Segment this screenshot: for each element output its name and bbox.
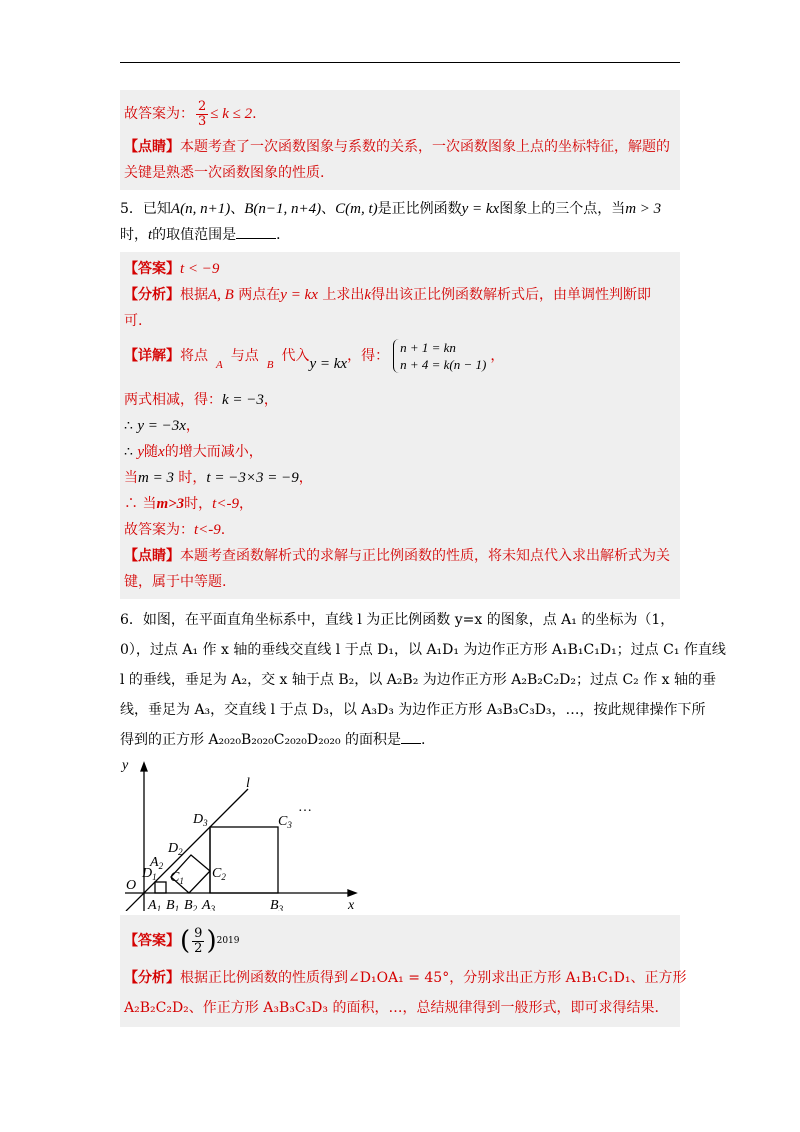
answer-tag: 【答案】 — [124, 261, 180, 277]
y-axis-arrow — [141, 763, 147, 771]
label-A1: $A_1$ — [148, 898, 162, 911]
var-y: y — [137, 444, 145, 460]
fraction — [196, 100, 208, 129]
note-text: 本题考查了一次函数图象与系数的关系，一次函数图象上点的坐标特征，解题的 — [180, 139, 670, 155]
q6-text: 得到的正方形 A₂₀₂₀B₂₀₂₀C₂₀₂₀D₂₀₂₀ 的面积是 — [120, 732, 402, 748]
q5-text: 图象上的三个点，当 — [499, 201, 626, 217]
note-text: 本题考查函数解析式的求解与正比例函数的性质，将未知点代入求出解析式为关 — [180, 548, 670, 564]
q5-solution-block — [120, 252, 680, 599]
step-math: m = 3 — [138, 470, 174, 486]
points-AB: A, B — [208, 287, 234, 303]
answer-end: . — [252, 106, 257, 122]
note-text: 关键是熟悉一次函数图象的性质. — [124, 165, 325, 181]
label-D1: $D_1$ — [142, 866, 157, 882]
step-math: y = −3x — [137, 418, 186, 434]
q6-analysis-line2: A₂B₂C₂D₂、作正方形 A₃B₃C₃D₃ 的面积，…，总结规律得到一般形式，即可求得结果. — [124, 1000, 659, 1016]
equation-1: n + 1 = kn — [400, 340, 456, 355]
answer-blank — [401, 743, 421, 744]
because-symbol: ∴ — [124, 444, 138, 460]
condition-expr: m > 3 — [625, 201, 662, 217]
q6-stem-line2: 0），过点 A₁ 作 x 轴的垂线交直线 l 于点 D₁，以 A₁D₁ 为边作正方形 A₁B₁C₁D₁；过点 C₁ 作直线 — [120, 642, 726, 658]
step-text: 当 — [124, 470, 138, 486]
fraction-numerator: 9 — [194, 925, 203, 941]
step-text: 时， — [184, 496, 213, 512]
right-paren: ) — [206, 926, 217, 956]
q5-text: 5．已知 — [120, 201, 171, 217]
label-C3: $C_3$ — [278, 814, 292, 830]
analysis-text: 得出该正比例函数解析式后，由单调性判断即 — [371, 287, 652, 303]
analysis-tag: 【分析】 — [124, 970, 180, 986]
step-text: ， — [185, 418, 200, 434]
step-text: 的增大而减小， — [164, 444, 263, 460]
left-paren: ( — [180, 926, 191, 956]
separator: 、 — [321, 201, 336, 217]
separator: 、 — [230, 201, 245, 217]
fraction-denominator: 3 — [198, 113, 207, 129]
square-1 — [155, 882, 166, 893]
equation-system — [393, 339, 486, 373]
q5-analysis-line2 — [124, 308, 676, 334]
step-text: 时， — [173, 470, 207, 486]
q5-analysis-line1 — [124, 282, 676, 308]
note-tag: 【点睛】 — [124, 548, 180, 564]
step-text: ∴ 当 — [124, 496, 157, 512]
prev-answer-line — [124, 94, 676, 134]
note-tag: 【点睛】 — [124, 139, 180, 155]
q5-stem-line2 — [120, 222, 680, 248]
line-l-label: l — [246, 776, 250, 791]
answer-value: t < −9 — [180, 261, 220, 277]
q6-stem-line5 — [120, 725, 680, 755]
step-text: ， — [298, 470, 313, 486]
step-text: ， — [263, 392, 278, 408]
q6-analysis-line1 — [124, 963, 687, 993]
note-text: 键，属于中等题. — [124, 574, 227, 590]
step-text: . — [220, 522, 226, 538]
square-3 — [210, 827, 278, 893]
detail-text: ，得： — [347, 348, 390, 364]
step-text: 两式相减，得： — [124, 392, 222, 408]
exponent: 2019 — [216, 936, 240, 946]
step-math: t = −3×3 = −9 — [206, 470, 299, 486]
step-text: ， — [238, 496, 253, 512]
q6-solution-block — [120, 915, 687, 1027]
q5-step4 — [124, 465, 676, 491]
q5-step2 — [124, 413, 676, 439]
detail-text: 将点 — [180, 348, 208, 364]
analysis-text: 根据正比例函数的性质得到∠D₁OA₁ = 45°，分别求出正方形 A₁B₁C₁D₁、正方形 — [180, 970, 687, 986]
q5-text: 的取值范围是 — [152, 227, 237, 243]
ellipsis-label: … — [298, 800, 312, 815]
q5-step3 — [124, 439, 676, 465]
label-C2: $C_2$ — [212, 866, 226, 882]
q5-step6 — [124, 517, 676, 543]
q5-text: ． — [276, 227, 291, 243]
analysis-text: 两点在 — [238, 287, 281, 303]
geometry-figure — [120, 761, 680, 911]
step-text: 随 — [144, 444, 159, 460]
prev-note-line2 — [124, 160, 676, 186]
detail-text: 代入 — [281, 348, 310, 364]
analysis-text: 根据 — [180, 287, 208, 303]
fraction-denominator: 2 — [194, 940, 203, 956]
q5-answer-line — [124, 256, 676, 282]
label-D2: $D_2$ — [168, 841, 183, 857]
q5-text: 是正比例函数 — [377, 201, 462, 217]
q6-stem — [120, 605, 726, 755]
q5-note-line1 — [124, 543, 676, 569]
analysis-tag: 【分析】 — [124, 287, 180, 303]
label-D3: $D_3$ — [193, 812, 208, 828]
label-B1: $B_1$ — [166, 898, 180, 911]
function-expr: y = kx — [280, 287, 318, 303]
label-C1: $C_1$ — [170, 870, 184, 886]
label-A2: $A_2$ — [150, 855, 164, 871]
x-axis-arrow — [348, 890, 356, 896]
fraction-numerator: 2 — [198, 98, 207, 114]
page-content — [120, 90, 726, 1027]
point-B-label: B — [266, 359, 274, 371]
label-B3: $B_3$ — [270, 898, 284, 911]
step-text: 故答案为： — [124, 522, 194, 538]
var-x: x — [158, 444, 165, 460]
point-A-label: A — [216, 359, 223, 371]
var-t: t — [148, 227, 153, 243]
q6-text: . — [421, 732, 426, 748]
answer-power — [180, 919, 240, 963]
step-math: t<-9 — [194, 522, 221, 538]
answer-blank — [236, 238, 276, 239]
prev-note-line1 — [124, 134, 676, 160]
detail-text: ， — [490, 348, 505, 364]
point-A: A(n, n+1) — [170, 201, 231, 217]
function-expr: y = kx — [461, 201, 500, 217]
q5-stem-line1 — [120, 196, 680, 222]
step-math: t<-9 — [212, 496, 239, 512]
analysis-text: 可. — [124, 313, 143, 329]
point-B: B(n−1, n+4) — [244, 201, 322, 217]
var-k: k — [364, 287, 372, 303]
q6-stem-line4: 线，垂足为 A₃，交直线 l 于点 D₃，以 A₃D₃ 为边作正方形 A₃B₃C₃D₃，…，按此规律操作下所 — [120, 702, 706, 718]
answer-prefix: 故答案为： — [124, 106, 194, 122]
equation-2: n + 4 = k(n − 1) — [400, 357, 487, 372]
analysis-text: 上求出 — [322, 287, 365, 303]
q6-stem-line1: 6．如图，在平面直角坐标系中，直线 l 为正比例函数 y=x 的图象，点 A₁ 的坐标为（1， — [120, 612, 675, 628]
y-axis-label: y — [122, 761, 129, 773]
answer-tag: 【答案】 — [124, 933, 180, 949]
step-math: m>3 — [156, 496, 185, 512]
coordinate-diagram — [120, 761, 370, 911]
therefore-symbol: ∴ — [124, 418, 138, 434]
detail-text: 与点 — [230, 348, 259, 364]
q5-text: 时， — [120, 227, 148, 243]
q6-answer-line — [124, 919, 676, 963]
q5-detail-line1 — [124, 334, 676, 387]
origin-label: O — [126, 878, 137, 893]
q5-step1 — [124, 387, 676, 413]
q6-stem-line3: l 的垂线，垂足为 A₂，交 x 轴于点 B₂，以 A₂B₂ 为边作正方形 A₂B₂C₂D₂；过点 C₂ 作 x 轴的垂 — [120, 672, 717, 688]
fraction — [192, 927, 204, 956]
point-C: C(m, t) — [335, 201, 378, 217]
prev-answer-block — [120, 90, 680, 190]
q5-step5 — [124, 491, 676, 517]
label-A3: $A_3$ — [202, 898, 216, 911]
answer-inequality: ≤ k ≤ 2 — [210, 106, 253, 122]
label-B2: $B_2$ — [184, 898, 198, 911]
header-rule — [120, 62, 680, 63]
function-expr: y = kx — [309, 356, 348, 372]
detail-tag: 【详解】 — [124, 348, 180, 364]
step-math: k = −3 — [222, 392, 264, 408]
q5-note-line2 — [124, 569, 676, 595]
x-axis-label: x — [348, 898, 355, 911]
